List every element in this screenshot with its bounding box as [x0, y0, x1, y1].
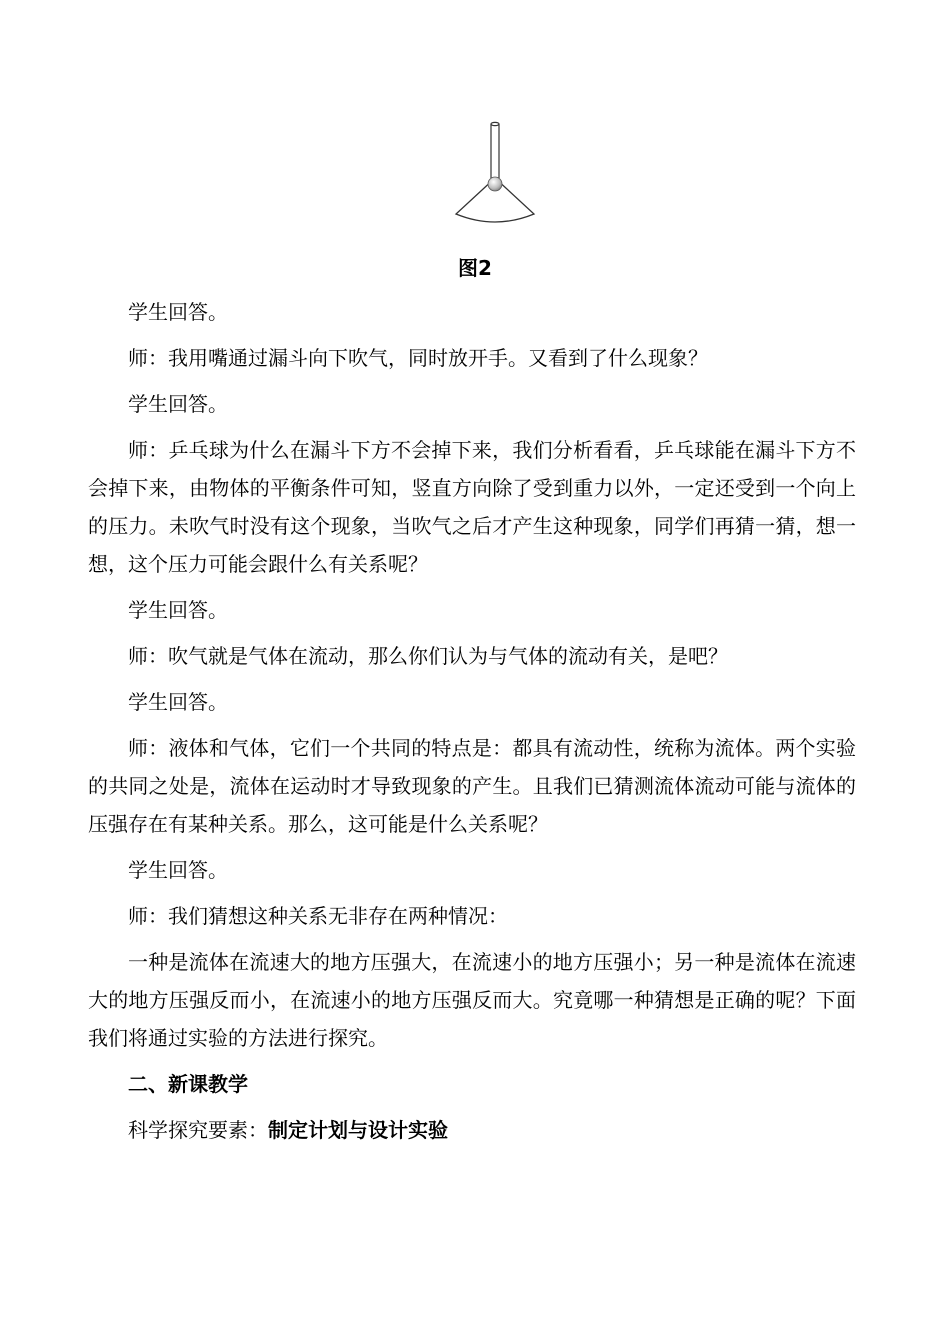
paragraph: 师：液体和气体，它们一个共同的特点是：都具有流动性，统称为流体。两个实验的共同之处是，流体在运动时才导致现象的产生。且我们已猜测流体流动可能与流体的压强存在有某种关系。那么，这可能是什么关系呢？: [88, 736, 856, 836]
paragraph: 学生回答。: [128, 598, 228, 622]
funnel-with-ball-icon: [452, 118, 538, 228]
paragraph: 学生回答。: [128, 392, 228, 416]
section-heading: 二、新课教学: [128, 1072, 248, 1096]
paragraph: 学生回答。: [128, 300, 228, 324]
paragraph: 师：我用嘴通过漏斗向下吹气，同时放开手。又看到了什么现象？: [128, 346, 708, 370]
figure-caption: 图2: [458, 256, 492, 280]
inquiry-value: 制定计划与设计实验: [268, 1118, 448, 1142]
inquiry-line: [88, 1111, 856, 1149]
paragraph: 师：我们猜想这种关系无非存在两种情况：: [128, 904, 508, 928]
inquiry-label: 科学探究要素：: [128, 1118, 268, 1142]
paragraph: 师：乒乓球为什么在漏斗下方不会掉下来，我们分析看看，乒乓球能在漏斗下方不会掉下来，由物体的平衡条件可知，竖直方向除了受到重力以外，一定还受到一个向上的压力。未吹气时没有这个现象，当吹气之后才产生这种现象，同学们再猜一猜，想一想，这个压力可能会跟什么有关系呢？: [88, 438, 856, 576]
funnel-figure: [452, 118, 538, 228]
paragraph: 学生回答。: [128, 690, 228, 714]
paragraph: 师：吹气就是气体在流动，那么你们认为与气体的流动有关，是吧？: [128, 644, 728, 668]
paragraph: 学生回答。: [128, 858, 228, 882]
paragraph: 一种是流体在流速大的地方压强大，在流速小的地方压强小；另一种是流体在流速大的地方压强反而小，在流速小的地方压强反而大。究竟哪一种猜想是正确的呢？下面我们将通过实验的方法进行探究。: [88, 950, 856, 1050]
document-body: [88, 293, 856, 1157]
